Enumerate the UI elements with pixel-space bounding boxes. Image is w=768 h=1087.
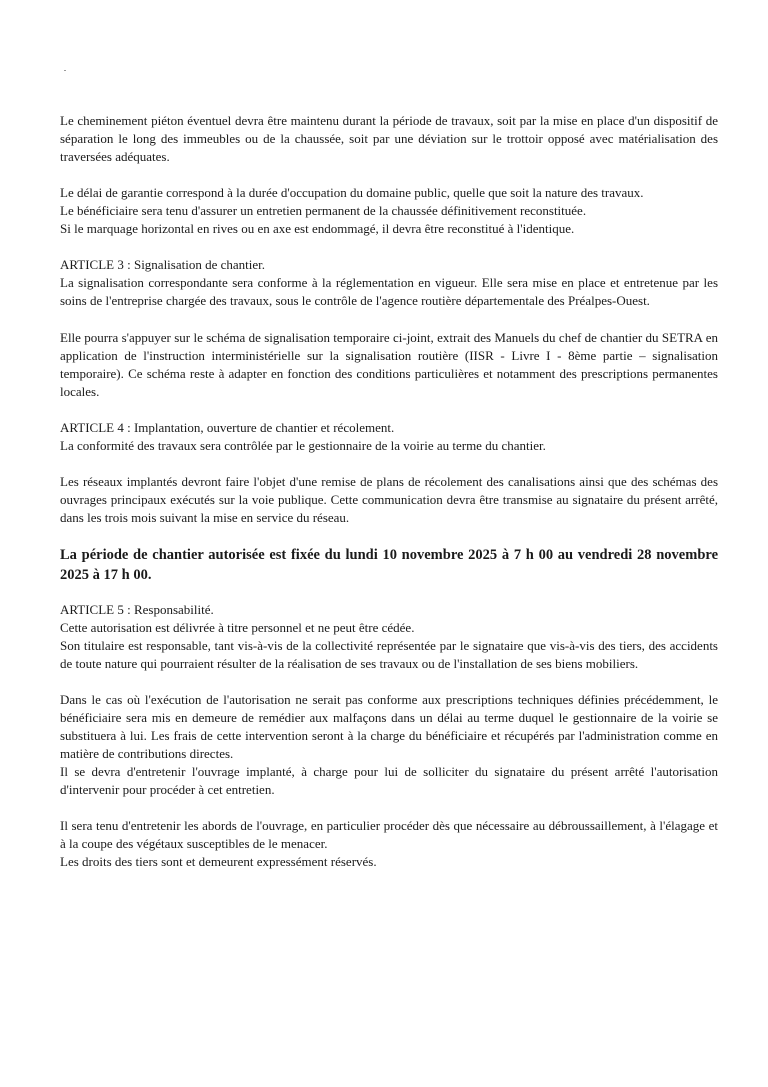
article-5-surroundings <box>60 817 718 871</box>
article-5 <box>60 601 718 673</box>
surroundings-paragraph: Il sera tenu d'entretenir les abords de l'ouvrage, en particulier procéder dès que nécessaire au débroussaillement, à l'élagage et à la coupe des végétaux susceptibles de le menacer. <box>60 818 718 851</box>
article-5-line-responsible: Son titulaire est responsable, tant vis-à-vis de la collectivité représentée par le signataire que vis-à-vis des tiers, des accidents de toute nature qui pourraient résulter de la réalisation de ses travaux ou de l'installation de ses biens mobiliers. <box>60 638 718 671</box>
guarantee-line: Le bénéficiaire sera tenu d'assurer un entretien permanent de la chaussée définitivement reconstituée. <box>60 203 587 218</box>
paragraph-guarantee <box>60 184 718 238</box>
article-4 <box>60 419 718 455</box>
article-3-heading: ARTICLE 3 : Signalisation de chantier. <box>60 257 266 272</box>
article-4-text: La conformité des travaux sera contrôlée par le gestionnaire de la voirie au terme du chantier. <box>60 438 546 453</box>
article-4-networks-paragraph: Les réseaux implantés devront faire l'objet d'une remise de plans de récolement des canalisations ainsi que des schémas des ouvrages principaux exécutés sur la voie publique. Cette communication devra être transmise au signataire du présent arrêté, dans les trois mois suivant la mise en service du réseau. <box>60 474 718 525</box>
nonconformity-paragraph: Dans le cas où l'exécution de l'autorisation ne serait pas conforme aux prescriptions techniques définies précédemment, le bénéficiaire sera mis en demeure de remédier aux malfaçons dans un délai au terme duquel le gestionnaire de la voirie se substituera à lui. Les frais de cette intervention seront à la charge du bénéficiaire et récupérés par l'administration comme en matière de contributions directes. <box>60 692 718 761</box>
article-4-heading: ARTICLE 4 : Implantation, ouverture de chantier et récolement. <box>60 420 395 435</box>
authorized-period: La période de chantier autorisée est fixée du lundi 10 novembre 2025 à 7 h 00 au vendredi 28 novembre 2025 à 17 h 00. <box>60 547 718 583</box>
article-3 <box>60 256 718 310</box>
guarantee-line: Le délai de garantie correspond à la durée d'occupation du domaine public, quelle que soit la nature des travaux. <box>60 185 644 200</box>
article-3-schema-paragraph: Elle pourra s'appuyer sur le schéma de signalisation temporaire ci-joint, extrait des Manuels du chef de chantier du SETRA en application de l'instruction interministérielle sur la signalisation routière (IISR - Livre I - 8ème partie – signalisation temporaire). Ce schéma reste à adapter en fonction des conditions particulières et notamment des prescriptions permanentes locales. <box>60 330 718 399</box>
third-party-rights: Les droits des tiers sont et demeurent expressément réservés. <box>60 854 377 869</box>
article-5-heading: ARTICLE 5 : Responsabilité. <box>60 602 214 617</box>
article-3-text: La signalisation correspondante sera conforme à la réglementation en vigueur. Elle sera mise en place et entretenue par les soins de l'entreprise chargée des travaux, sous le contrôle de l'agence routière départementale des Préalpes-Ouest. <box>60 275 718 308</box>
document-body <box>60 112 718 871</box>
article-5-nonconformity <box>60 691 718 799</box>
scan-speck <box>64 70 66 71</box>
paragraph-pedestrian-path: Le cheminement piéton éventuel devra être maintenu durant la période de travaux, soit par la mise en place d'un dispositif de séparation le long des immeubles ou de la chaussée, soit par une déviation sur le trottoir opposé avec matérialisation des traversées adéquates. <box>60 113 718 164</box>
maintenance-paragraph: Il se devra d'entretenir l'ouvrage implanté, à charge pour lui de solliciter du signataire du présent arrêté l'autorisation d'intervenir pour procéder à cet entretien. <box>60 764 718 797</box>
guarantee-line: Si le marquage horizontal en rives ou en axe est endommagé, il devra être reconstitué à l'identique. <box>60 221 575 236</box>
article-5-line-personal: Cette autorisation est délivrée à titre personnel et ne peut être cédée. <box>60 620 415 635</box>
